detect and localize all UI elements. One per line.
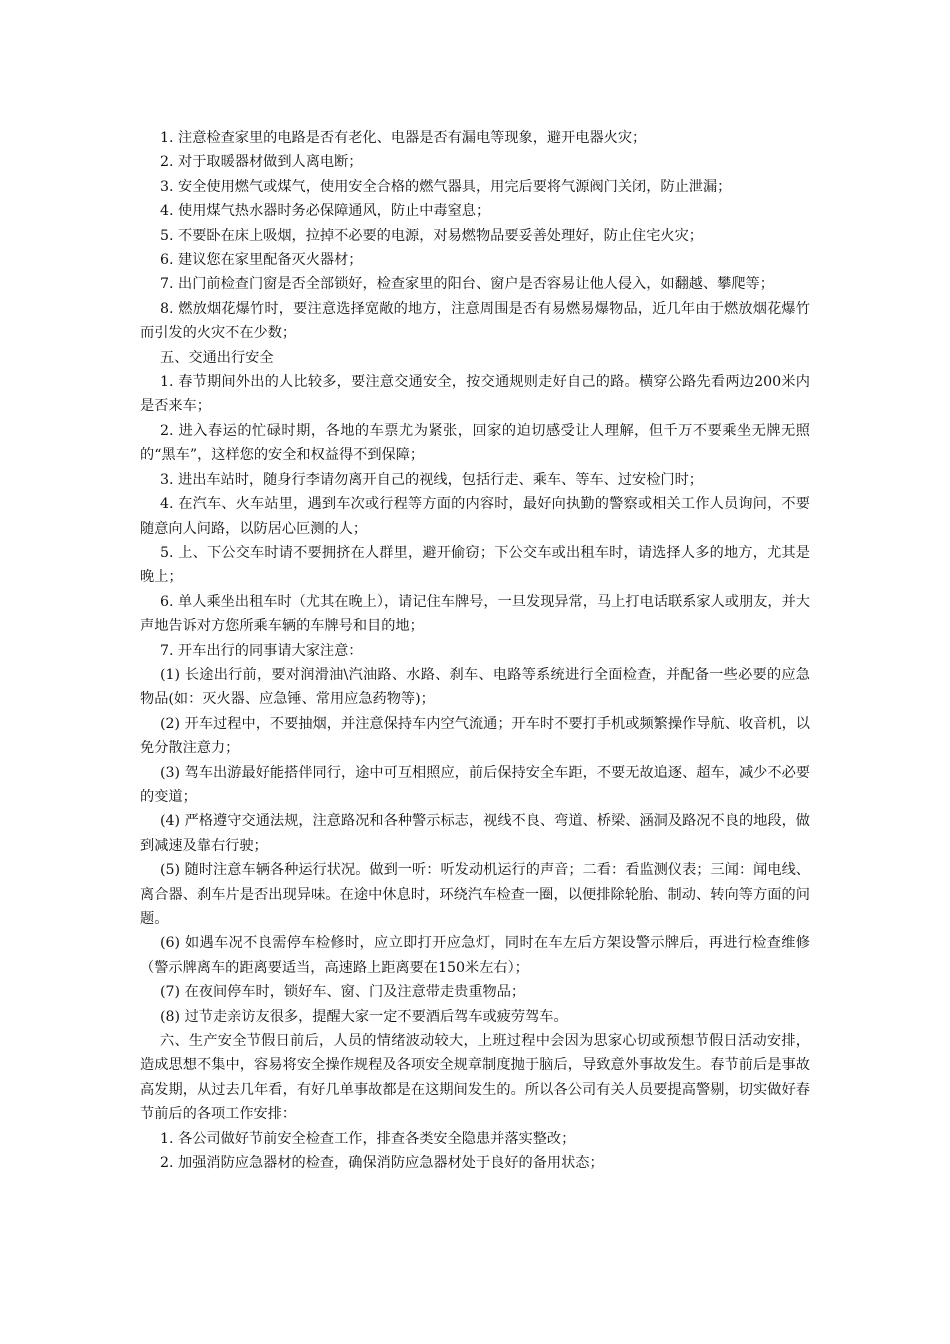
paragraph-driving-6: (6) 如遇车况不良需停车检修时，应立即打开应急灯，同时在车左后方架设警示牌后，再进行检查维修（警示牌离车的距离要适当，高速路上距离要在150米左右）； <box>140 935 810 976</box>
paragraph-traffic-3: 3. 进出车站时，随身行李请勿离开自己的视线，包括行走、乘车、等车、过安检门时； <box>160 471 703 488</box>
paragraph-traffic-5: 5. 上、下公交车时请不要拥挤在人群里，避开偷窃；下公交车或出租车时，请选择人多的地方，尤其是晚上； <box>140 544 810 586</box>
paragraph-production-1: 1. 各公司做好节前安全检查工作，排查各类安全隐患并落实整改； <box>160 1130 576 1147</box>
paragraph-fire-7: 7. 出门前检查门窗是否全部锁好，检查家里的阳台、窗户是否容易让他人侵入，如翻越、攀爬等； <box>160 276 774 293</box>
paragraph-driving-7: (7) 在夜间停车时，锁好车、窗、门及注意带走贵重物品； <box>160 984 526 1001</box>
section-heading-traffic: 五、交通出行安全 <box>160 349 274 366</box>
paragraph-traffic-7: 7. 开车出行的同事请大家注意： <box>160 642 363 659</box>
paragraph-traffic-4: 4. 在汽车、火车站里，遇到车次或行程等方面的内容时，最好向执勤的警察或相关工作人员询问，不要随意向人问路，以防居心叵测的人； <box>140 496 810 537</box>
paragraph-traffic-6: 6. 单人乘坐出租车时（尤其在晚上），请记住车牌号，一旦发现异常，马上打电话联系家人或朋友，并大声地告诉对方您所乘车辆的车牌号和目的地； <box>140 593 810 635</box>
paragraph-production-2: 2. 加强消防应急器材的检查，确保消防应急器材处于良好的备用状态； <box>160 1155 604 1172</box>
paragraph-fire-6: 6. 建议您在家里配备灭火器材； <box>160 252 363 269</box>
paragraph-driving-2: (2) 开车过程中，不要抽烟，并注意保持车内空气流通；开车时不要打手机或频繁操作导航、收音机，以免分散注意力； <box>140 715 810 757</box>
paragraph-fire-1: 1. 注意检查家里的电路是否有老化、电器是否有漏电等现象，避开电器火灾； <box>160 130 647 146</box>
paragraph-driving-5: (5) 随时注意车辆各种运行状况。做到一听：听发动机运行的声音；二看：看监测仪表；三闻：闻电线、离合器、刹车片是否出现异味。在途中休息时，环绕汽车检查一圈，以便排除轮胎、制动、转向等方面的问题。 <box>140 862 810 927</box>
paragraph-fire-5: 5. 不要卧在床上吸烟，拉掉不必要的电源，对易燃物品要妥善处理好，防止住宅火灾； <box>160 227 703 244</box>
paragraph-driving-3: (3) 驾车出游最好能搭伴同行，途中可互相照应，前后保持安全车距，不要无故追逐、超车，减少不必要的变道； <box>140 764 810 805</box>
section-production-safety: 六、生产安全节假日前后，人员的情绪波动较大，上班过程中会因为思家心切或预想节假日活动安排，造成思想不集中，容易将安全操作规程及各项安全规章制度抛于脑后，导致意外事故发生。春节前后是事故高发期，从过去几年看，有好几单事故都是在这期间发生的。所以各公司有关人员要提高警剔，切实做好春节前后的各项工作安排： <box>140 1033 810 1123</box>
document-body <box>140 126 810 1175</box>
paragraph-fire-8: 8. 燃放烟花爆竹时，要注意选择宽敞的地方，注意周围是否有易燃易爆物品，近几年由于燃放烟花爆竹而引发的火灾不在少数； <box>140 300 810 342</box>
paragraph-traffic-2: 2. 进入春运的忙碌时期，各地的车票尤为紧张，回家的迫切感受让人理解，但千万不要乘坐无牌无照的“黑车”，这样您的安全和权益得不到保障； <box>140 422 810 464</box>
paragraph-fire-4: 4. 使用煤气热水器时务必保障通风，防止中毒窒息； <box>160 203 491 220</box>
paragraph-driving-4: (4) 严格遵守交通法规，注意路况和各种警示标志，视线不良、弯道、桥梁、涵洞及路况不良的地段，做到减速及靠右行驶； <box>140 813 810 854</box>
paragraph-fire-2: 2. 对于取暖器材做到人离电断； <box>160 154 363 171</box>
paragraph-fire-3: 3. 安全使用燃气或煤气，使用安全合格的燃气器具，用完后要将气源阀门关闭，防止泄漏； <box>160 178 732 195</box>
paragraph-driving-1: (1) 长途出行前，要对润滑油\汽油路、水路、刹车、电路等系统进行全面检查，并配备一些必要的应急物品(如：灭火器、应急锤、常用应急药物等)； <box>140 666 810 708</box>
paragraph-traffic-1: 1. 春节期间外出的人比较多，要注意交通安全，按交通规则走好自己的路。横穿公路先看两边200米内是否来车； <box>140 374 810 415</box>
paragraph-driving-8: (8) 过节走亲访友很多，提醒大家一定不要酒后驾车或疲劳驾车。 <box>160 1008 568 1025</box>
